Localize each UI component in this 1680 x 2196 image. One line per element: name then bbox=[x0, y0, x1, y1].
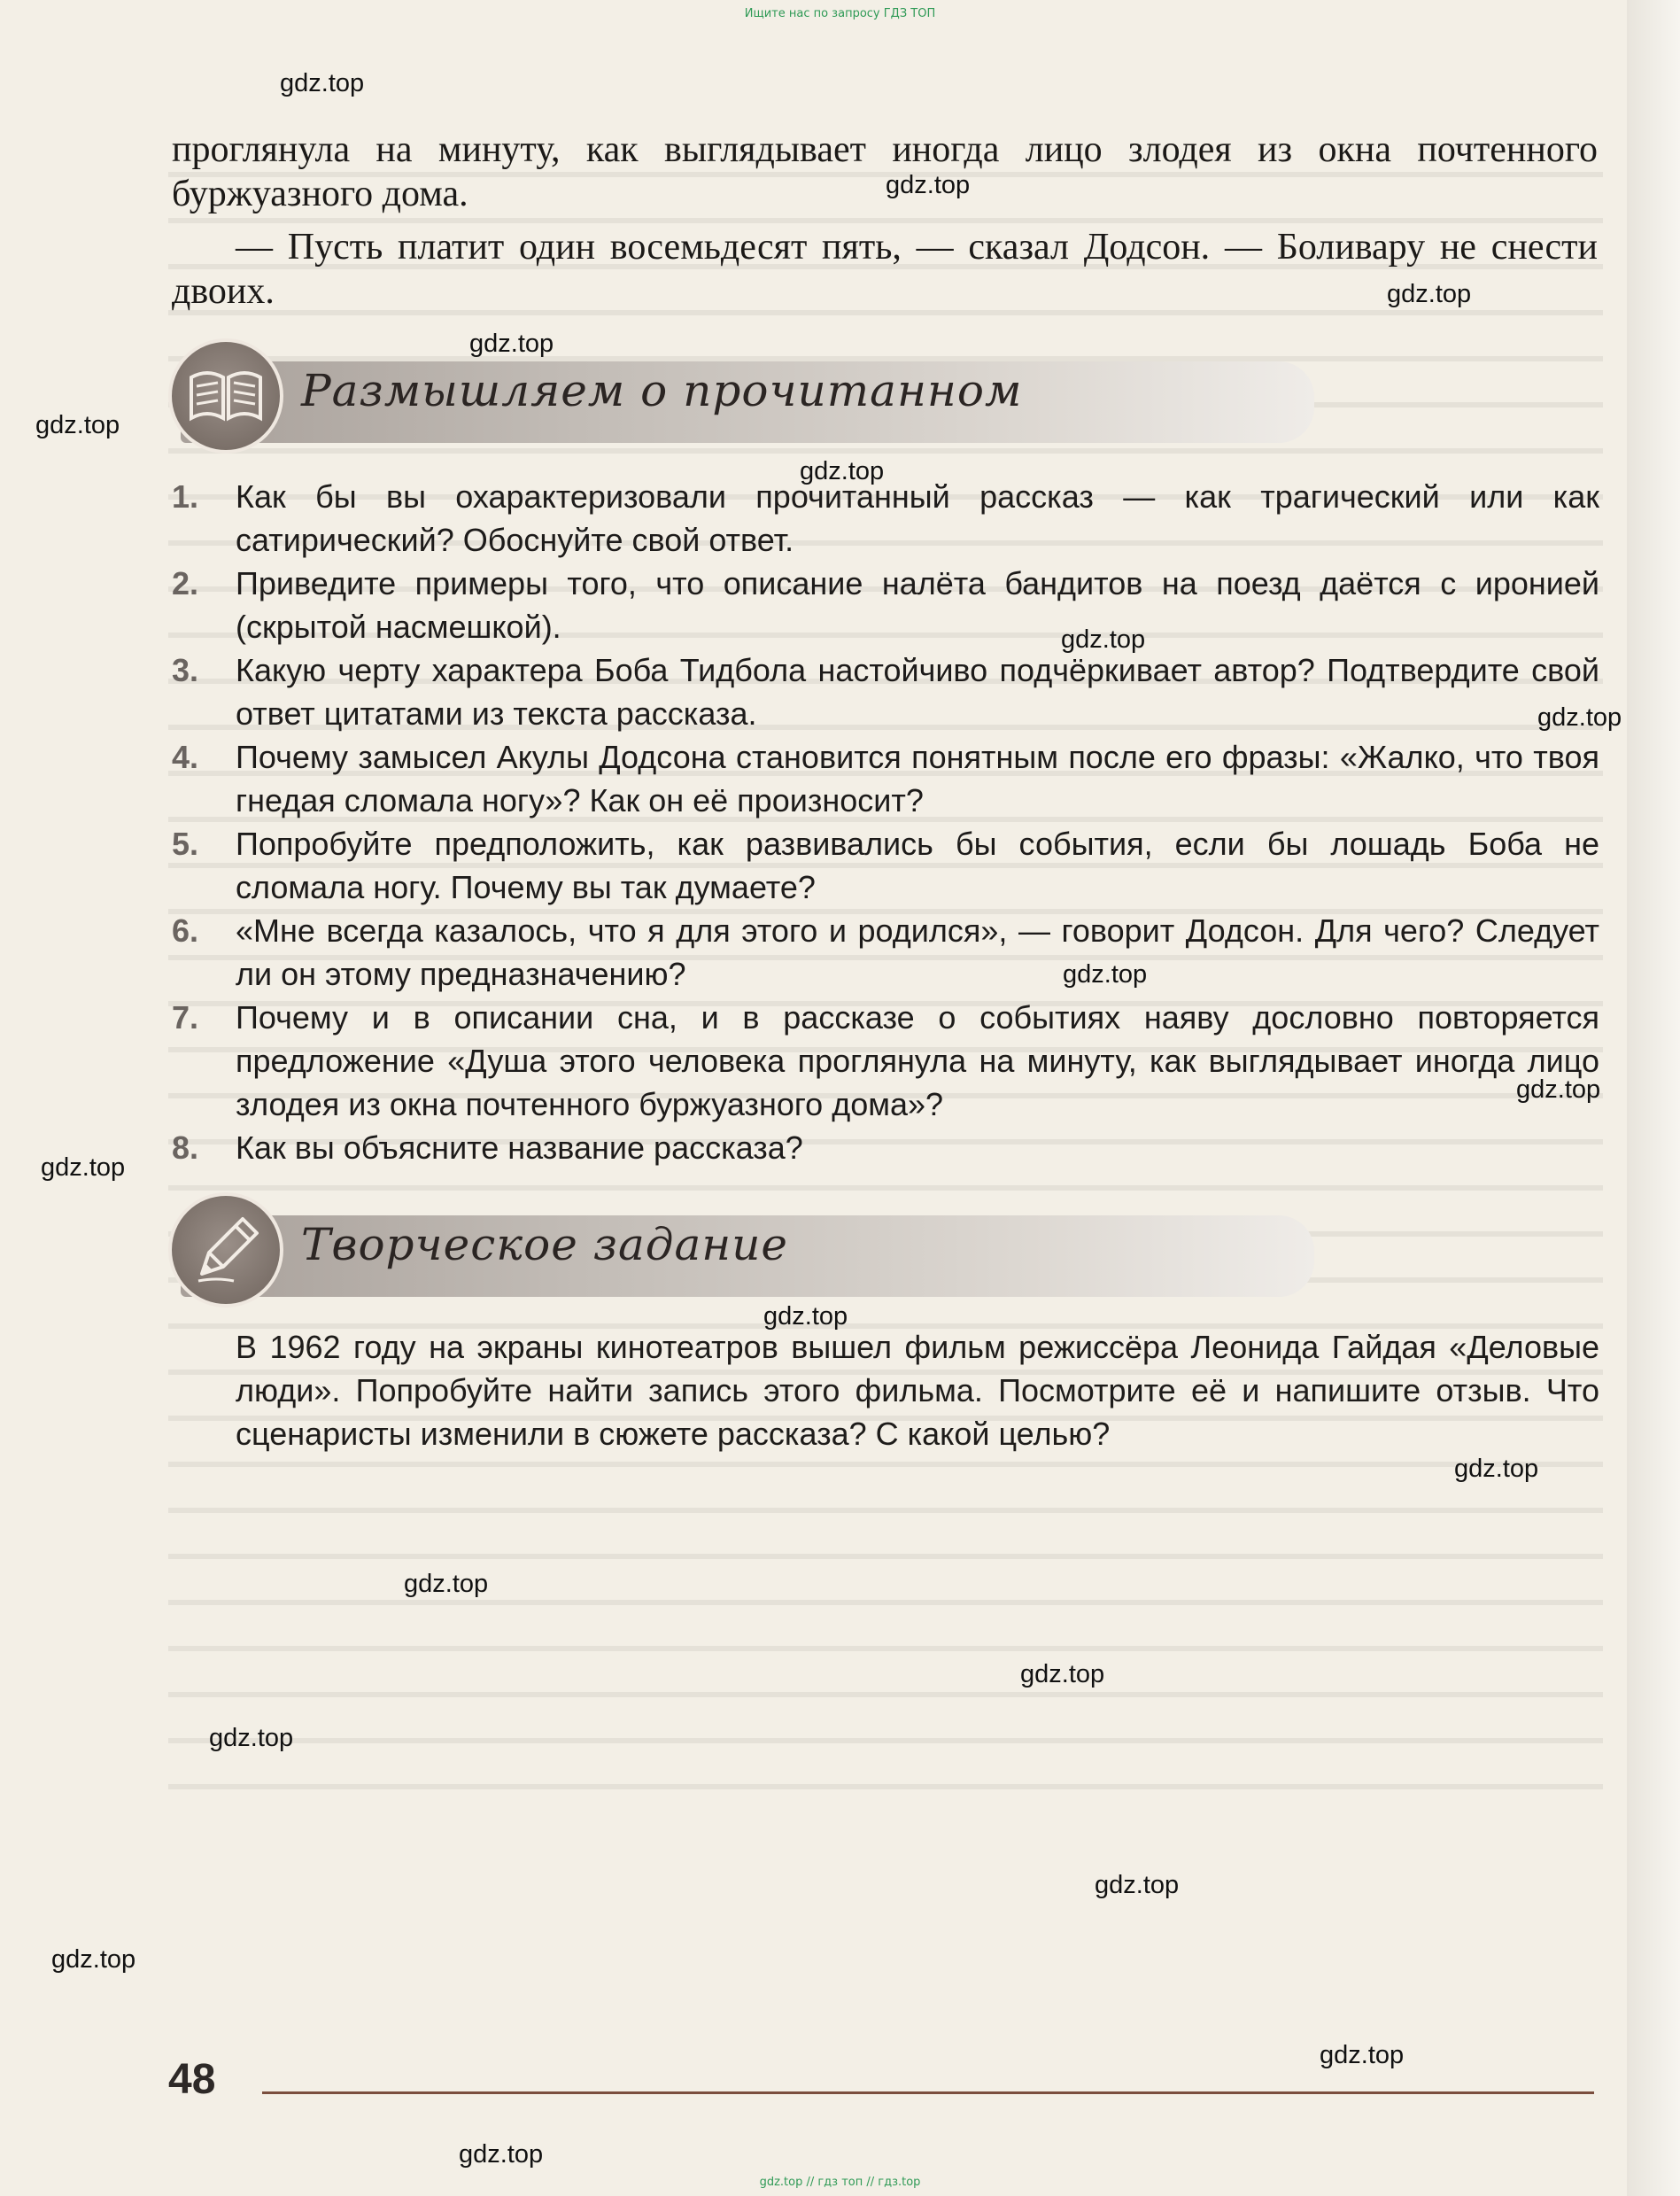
question-number: 5. bbox=[172, 826, 199, 862]
question-number: 7. bbox=[172, 999, 199, 1036]
watermark: gdz.top bbox=[800, 457, 885, 485]
watermark: gdz.top bbox=[1454, 1455, 1539, 1483]
question-number: 3. bbox=[172, 652, 199, 688]
watermark: gdz.top bbox=[1516, 1075, 1601, 1104]
watermark: gdz.top bbox=[35, 411, 120, 439]
open-book-icon bbox=[168, 338, 283, 454]
section-banner-creative bbox=[168, 1192, 1320, 1313]
page-number: 48 bbox=[168, 2056, 216, 2103]
bottom-note: gdz.top // гдз топ // гдз.top bbox=[759, 2176, 921, 2189]
question-text: Приведите примеры того, что описание налёта бандитов на поезд даётся с иронией (скрытой насмешкой). bbox=[236, 565, 1599, 645]
watermark: gdz.top bbox=[1020, 1660, 1105, 1688]
question-number: 6. bbox=[172, 912, 199, 949]
watermark: gdz.top bbox=[459, 2140, 544, 2169]
question-text: Почему замысел Акулы Додсона становится понятным после его фразы: «Жалко, что твоя гнедая сломала ногу»? Как он её произносит? bbox=[236, 739, 1599, 819]
story-paragraph: — Пусть платит один восемьдесят пять, — сказал Додсон. — Боливару не снести двоих. bbox=[172, 227, 1598, 312]
question-item bbox=[172, 996, 1599, 1126]
watermark: gdz.top bbox=[886, 171, 971, 199]
question-item bbox=[172, 562, 1599, 648]
question-text: Попробуйте предположить, как развивались бы события, если бы лошадь Боба не сломала ногу. Почему вы так думаете? bbox=[236, 826, 1599, 905]
question-item bbox=[172, 909, 1599, 996]
question-item bbox=[172, 1126, 1599, 1169]
question-item bbox=[172, 735, 1599, 822]
question-item bbox=[172, 648, 1599, 735]
question-number: 8. bbox=[172, 1129, 199, 1166]
watermark: gdz.top bbox=[469, 330, 554, 358]
question-text: Как бы вы охарактеризовали прочитанный рассказ — как трагический или как сатирический? Обоснуйте свой ответ. bbox=[236, 478, 1599, 558]
pencil-icon bbox=[168, 1192, 283, 1308]
watermark: gdz.top bbox=[209, 1724, 294, 1752]
question-text: Как вы объясните название рассказа? bbox=[236, 1129, 803, 1166]
watermark: gdz.top bbox=[1387, 280, 1472, 308]
question-number: 4. bbox=[172, 739, 199, 775]
top-note: Ищите нас по запросу ГДЗ ТОП bbox=[744, 7, 936, 20]
watermark: gdz.top bbox=[1095, 1871, 1180, 1899]
watermark: gdz.top bbox=[51, 1945, 136, 1974]
watermark: gdz.top bbox=[1063, 960, 1148, 989]
watermark: gdz.top bbox=[1061, 625, 1146, 654]
watermark: gdz.top bbox=[280, 69, 365, 97]
question-item bbox=[172, 822, 1599, 909]
question-item bbox=[172, 475, 1599, 562]
question-number: 2. bbox=[172, 565, 199, 601]
story-excerpt bbox=[172, 128, 1598, 314]
creative-task-text: В 1962 году на экраны кинотеатров вышел фильм режиссёра Леонида Гайдая «Деловые люди». Попробуйте найти запись этого фильма. Посмотрите её и напишите отзыв. Что сценаристы изменили в сюжете рассказа? С какой целью? bbox=[236, 1329, 1599, 1452]
question-list bbox=[172, 475, 1599, 1169]
watermark: gdz.top bbox=[763, 1302, 848, 1331]
watermark: gdz.top bbox=[1320, 2041, 1405, 2069]
watermark: gdz.top bbox=[41, 1153, 126, 1182]
story-paragraph: проглянула на минуту, как выглядывает иногда лицо злодея из окна почтенного буржуазного дома. bbox=[172, 129, 1598, 214]
section-title: Творческое задание bbox=[301, 1219, 789, 1270]
question-text: «Мне всегда казалось, что я для этого и родился», — говорит Додсон. Для чего? Следует ли он этому предназначению? bbox=[236, 912, 1599, 992]
section-banner-reflect bbox=[168, 338, 1320, 459]
footer-rule bbox=[262, 2091, 1594, 2094]
section-title: Размышляем о прочитанном bbox=[301, 365, 1023, 416]
question-text: Какую черту характера Боба Тидбола настойчиво подчёркивает автор? Подтвердите свой ответ цитатами из текста рассказа. bbox=[236, 652, 1599, 732]
question-text: Почему и в описании сна, и в рассказе о событиях наяву дословно повторяется предложение «Душа этого человека проглянула на минуту, как выглядывает иногда лицо злодея из окна почтенного буржуазного дома»? bbox=[236, 999, 1599, 1122]
question-number: 1. bbox=[172, 478, 199, 515]
watermark: gdz.top bbox=[1537, 703, 1622, 732]
watermark: gdz.top bbox=[404, 1570, 489, 1598]
page-edge-shadow bbox=[1627, 0, 1680, 2196]
